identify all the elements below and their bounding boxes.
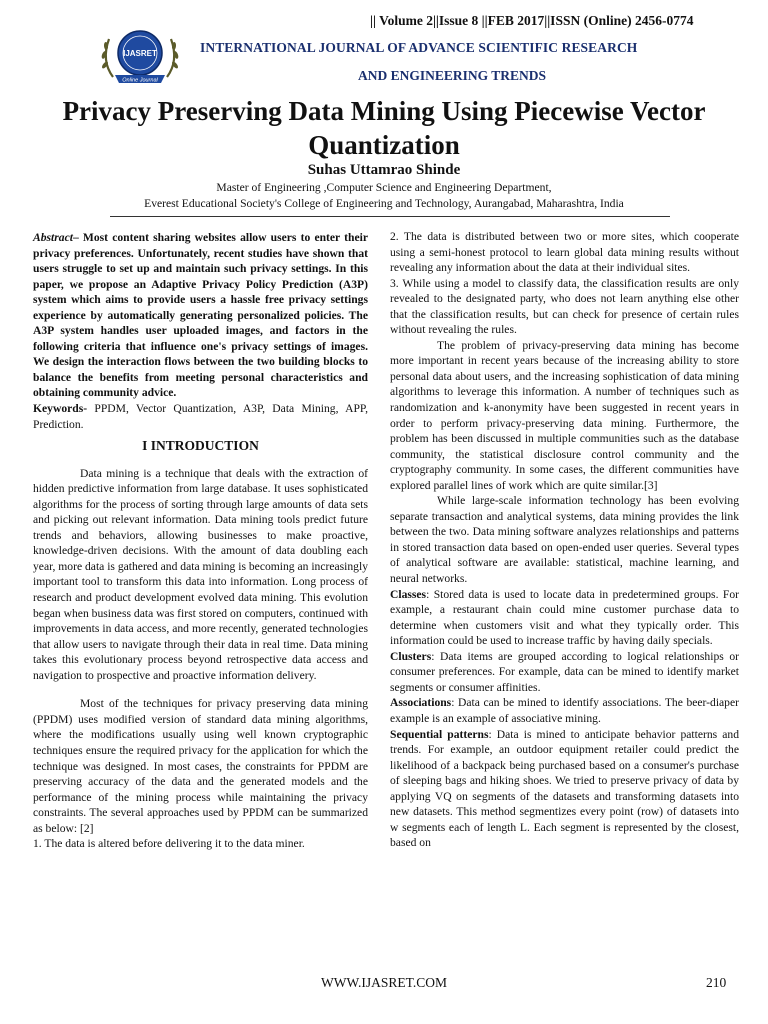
author-affiliation-dept: Master of Engineering ,Computer Science and Engineering Department, xyxy=(216,181,552,194)
clusters-label: Clusters xyxy=(390,649,432,663)
definition-clusters xyxy=(390,649,739,696)
abstract xyxy=(33,230,368,401)
intro-paragraph-2: Most of the techniques for privacy preserving data mining (PPDM) uses modified version of standard data mining algorithms, where the modifications usually using well known cryptographic techniques ensure the required privacy for the application for which the technique was designed. In most cases, the constraints for PPDM are preserving accuracy of the data and the generated models and the performance of the mining process while maintaining the privacy constraints. The several approaches used by PPDM can be summarized as below: [2] xyxy=(33,697,368,835)
footer-website: WWW.IJASRET.COM xyxy=(321,975,447,990)
journal-logo xyxy=(95,25,185,87)
abstract-label: Abstract xyxy=(33,231,73,244)
definition-classes xyxy=(390,587,739,649)
associations-label: Associations xyxy=(390,696,452,710)
paper-title: Privacy Preserving Data Mining Using Piecewise Vector Quantization xyxy=(62,96,706,160)
keywords xyxy=(33,401,368,432)
section-heading-introduction: I INTRODUCTION xyxy=(142,438,259,454)
list-item-3: 3. While using a model to classify data, the classification results are only revealed to the designated party, who does not learn anything else other that the classification results, but can check for presence of certain rules without revealing the rules. xyxy=(390,276,739,337)
definition-sequential-patterns xyxy=(390,727,739,851)
intro-paragraph-1: Data mining is a technique that deals with the extraction of hidden predictive information from large database. It uses sophisticated algorithms for the process of sorting through large amounts of data sets and picking out relevant information. Data mining tools predict future trends and behaviors, allowing businesses to make proactive, knowledge-driven decisions. With the amount of data doubling each year, more data is gathered and data mining is becoming an increasingly important tool to transform this data into information. Long process of research and product development evolved data mining. This evolution began when business data was first stored on computers, continued with improvements in data access, and more recently, generated technologies that allow users to navigate through their data in real time. Data mining takes this evolutionary process beyond retrospective data access and navigation to prospective and proactive information delivery. xyxy=(33,466,368,682)
associations-text: : Data can be mined to identify associations. The beer-diaper example is an example of associative mining. xyxy=(390,696,739,725)
volume-issue-line: || Volume 2||Issue 8 ||FEB 2017||ISSN (Online) 2456-0774 xyxy=(370,13,694,28)
header-divider xyxy=(110,216,670,217)
list-item-1: 1. The data is altered before delivering it to the data miner. xyxy=(33,837,305,851)
author-name: Suhas Uttamrao Shinde xyxy=(307,162,461,178)
clusters-text: : Data items are grouped according to logical relationships or consumer preferences. For example, data can be mined to identify market segments or consumer affinities. xyxy=(390,649,739,694)
intro-paragraph-3: The problem of privacy-preserving data mining has become more important in recent years because of the increasing ability to store personal data about users, and the increasing sophistication of data mining algorithms to leverage this information. A number of techniques such as randomization and k-anonymity have been suggested in recent years in order to perform privacy-preserving data mining. Furthermore, the problem has been discussed in multiple communities such as the database community, the statistical disclosure control community and the cryptography community. In some cases, the different communities have explored parallel lines of work which are quite similar.[3] xyxy=(390,338,739,492)
journal-name-line1: INTERNATIONAL JOURNAL OF ADVANCE SCIENTIFIC RESEARCH xyxy=(200,40,638,55)
keywords-text: PPDM, Vector Quantization, A3P, Data Mining, APP, Prediction. xyxy=(33,402,368,431)
svg-text:Online Journal: Online Journal xyxy=(122,77,158,84)
abstract-text: – Most content sharing websites allow users to enter their privacy preferences. Unfortunately, recent studies have shown that users struggle to set up and maintain such privacy settings. In this paper, we propose an Adaptive Privacy Policy Prediction (A3P) system which aims to provide users a hassle free privacy settings experience by automatically generating personalized policies. The A3P system handles user uploaded images, and factors in the following criteria that influence one's privacy settings of images. We design the interaction flows between the two building blocks to balance the benefits from meeting personal characteristics and obtaining community advice. xyxy=(33,231,368,400)
intro-paragraph-4: While large-scale information technology has been evolving separate transaction and analytical systems, data mining provides the link between the two. Data mining software analyzes relationships and patterns in stored transaction data based on open-ended user queries. Several types of analytical software are available: statistical, machine learning, and neural networks. xyxy=(390,494,739,586)
author-affiliation-college: Everest Educational Society's College of Engineering and Technology, Aurangabad, Maharashtra, India xyxy=(144,197,624,210)
right-column xyxy=(390,229,739,851)
sequential-patterns-text: : Data is mined to anticipate behavior patterns and trends. For example, an outdoor equipment retailer could predict the likelihood of a backpack being purchased based on a consumer's purchase of sleeping bags and hiking shoes. We tried to preserve privacy of data by applying VQ on segments of the datasets and transforming datasets into new datasets. This method segmentizes every point (row) of datasets into w segments each of length L. Each segment is represented by the closest, based on xyxy=(390,727,739,850)
definition-associations xyxy=(390,695,739,726)
list-item-2: 2. The data is distributed between two or more sites, which cooperate using a semi-honest protocol to learn global data mining results without revealing any information about the data at their individual sites. xyxy=(390,230,739,275)
left-column xyxy=(33,230,368,852)
sequential-patterns-label: Sequential patterns xyxy=(390,727,489,741)
journal-name-line2: AND ENGINEERING TRENDS xyxy=(358,68,547,83)
page-number: 210 xyxy=(706,975,727,990)
svg-text:IJASRET: IJASRET xyxy=(123,49,157,58)
classes-text: : Stored data is used to locate data in predetermined groups. For example, a restaurant chain could mine customer purchase data to determine when customers visit and what they typically order. This information could be used to increase traffic by having daily specials. xyxy=(390,587,739,648)
keywords-label: Keywords- xyxy=(33,402,88,416)
classes-label: Classes xyxy=(390,587,427,601)
